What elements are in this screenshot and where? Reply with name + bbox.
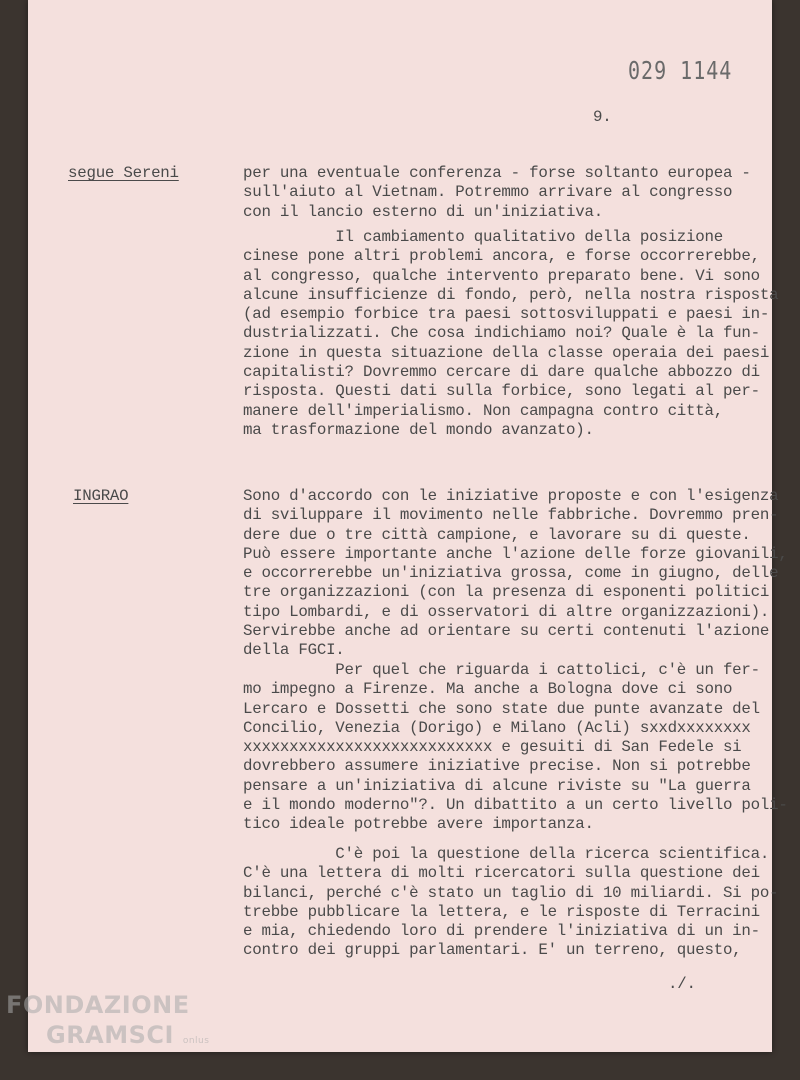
- watermark-line-2: GRAMSCI: [46, 1021, 174, 1049]
- page-number: 9.: [593, 108, 612, 126]
- paragraph-4: Per quel che riguarda i cattolici, c'è un fer- mo impegno a Firenze. Ma anche a Bologna dove ci sono Lercaro e Dossetti che sono state due punte avanzate del Concilio, Venezia (Dorigo) e Milano (Acli) sxxdxxxxxxxx xxxxxxxxxxxxxxxxxxxxxxxxxxx e gesuiti di San Fedele si dovrebbero assumere iniziative precise. Non si potrebbe pensare a un'iniziativa di alcune riviste su "La guerra e il mondo moderno"?. Un dibattito a un certo livello poli- tico ideale potrebbe avere importanza.: [243, 661, 788, 834]
- speaker-label-ingrao: INGRAO: [73, 487, 129, 505]
- archive-number: 029 1144: [628, 55, 733, 85]
- document-page: [28, 0, 788, 1052]
- paragraph-2: Il cambiamento qualitativo della posizione cinese pone altri problemi ancora, e forse occorrerebbe, al congresso, qualche intervento preparato bene. Vi sono alcune insufficienze di fondo, però, nella nostra risposta (ad esempio forbice tra paesi sottosviluppati e paesi in- dustrializzati. Che cosa indichiamo noi? Quale è la fun- zione in questa situazione della classe operaia dei paesi capitalisti? Dovremmo cercare di dare qualche abbozzo di risposta. Questi dati sulla forbice, sono legati al per- manere dell'imperialismo. Non campagna contro città, ma trasformazione del mondo avanzato).: [243, 228, 779, 439]
- continuation-mark: ./.: [668, 975, 696, 993]
- watermark-line-1: FONDAZIONE: [6, 991, 190, 1019]
- paragraph-5: C'è poi la questione della ricerca scientifica. C'è una lettera di molti ricercatori sulla questione dei bilanci, perché c'è stato un taglio di 10 miliardi. Si po- trebbe pubblicare la lettera, e le risposte di Terracini e mia, chiedendo loro di prendere l'iniziativa di un in- contro dei gruppi parlamentari. E' un terreno, questo,: [243, 845, 779, 960]
- paragraph-1: per una eventuale conferenza - forse soltanto europea - sull'aiuto al Vietnam. Potremmo arrivare al congresso con il lancio esterno di un'iniziativa.: [243, 164, 751, 221]
- watermark-suffix: onlus: [182, 1036, 210, 1046]
- paragraph-3: Sono d'accordo con le iniziative proposte e con l'esigenza di sviluppare il movimento nelle fabbriche. Dovremmo pren- dere due o tre città campione, e lavorare su di queste. Può essere importante anche l'azione delle forze giovanili, e occorrerebbe un'iniziativa grossa, come in giugno, delle tre organizzazioni (con la presenza di esponenti politici tipo Lombardi, e di osservatori di altre organizzazioni). Servirebbe anche ad orientare su certi contenuti l'azione della FGCI.: [243, 487, 788, 660]
- speaker-label-sereni: segue Sereni: [68, 164, 179, 182]
- fondazione-gramsci-watermark: [6, 990, 209, 1056]
